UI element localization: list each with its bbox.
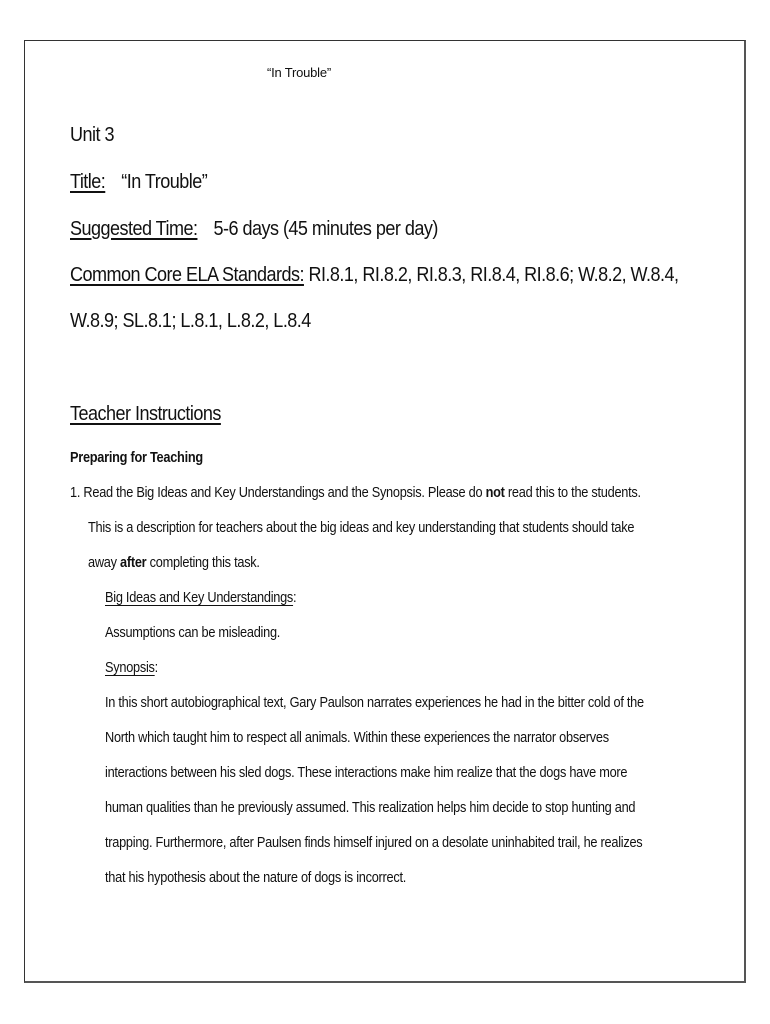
big-ideas-colon: : (293, 590, 297, 606)
synopsis-line-4: human qualities than he previously assumed. This realization helps him decide to stop hunting and (105, 800, 636, 816)
big-ideas-label: Big Ideas and Key Understandings (105, 590, 294, 606)
suggested-time-line (70, 217, 438, 241)
standards-list-1: RI.8.1, RI.8.2, RI.8.3, RI.8.4, RI.8.6; W.8.2, W.8.4, (308, 263, 679, 286)
item1-number: 1. (70, 485, 81, 501)
synopsis-label: Synopsis (105, 660, 155, 676)
standards-label: Common Core ELA Standards: (70, 263, 304, 286)
preparing-subheading: Preparing for Teaching (70, 450, 203, 466)
title-line (70, 170, 207, 194)
item1-line-1 (70, 485, 641, 501)
item1-line-2: This is a description for teachers about the big ideas and key understanding that students should take (88, 520, 635, 536)
synopsis-line-1: In this short autobiographical text, Gary Paulson narrates experiences he had in the bitter cold of the (105, 695, 644, 711)
running-header: “In Trouble” (266, 65, 332, 80)
unit-heading: Unit 3 (70, 123, 114, 146)
teacher-instructions-heading: Teacher Instructions (70, 402, 221, 425)
document-page (24, 40, 746, 983)
item1-text-d: completing this task. (146, 555, 260, 571)
big-ideas-text: Assumptions can be misleading. (105, 625, 281, 641)
synopsis-line-3: interactions between his sled dogs. These interactions make him realize that the dogs have more (105, 765, 628, 781)
synopsis-colon: : (154, 660, 158, 676)
item1-line-3 (88, 555, 260, 571)
item1-bold-after: after (120, 555, 147, 571)
synopsis-line-6: that his hypothesis about the nature of dogs is incorrect. (105, 870, 407, 886)
item1-bold-not: not (485, 485, 505, 501)
standards-line-1 (70, 263, 679, 287)
item1-text-c: away (88, 555, 121, 571)
suggested-time-value: 5-6 days (45 minutes per day) (213, 217, 438, 240)
big-ideas-label-line (105, 590, 296, 606)
title-label: Title: (70, 170, 106, 193)
synopsis-line-5: trapping. Furthermore, after Paulsen finds himself injured on a desolate uninhabited trail, he realizes (105, 835, 643, 851)
standards-line-2: W.8.9; SL.8.1; L.8.1, L.8.2, L.8.4 (70, 309, 311, 332)
item1-text-b: read this to the students. (504, 485, 641, 501)
suggested-time-label: Suggested Time: (70, 217, 198, 240)
title-value: “In Trouble” (121, 170, 208, 193)
item1-text-a: Read the Big Ideas and Key Understandings and the Synopsis. Please do (83, 485, 486, 501)
synopsis-line-2: North which taught him to respect all animals. Within these experiences the narrator observes (105, 730, 609, 746)
synopsis-label-line (105, 660, 158, 676)
